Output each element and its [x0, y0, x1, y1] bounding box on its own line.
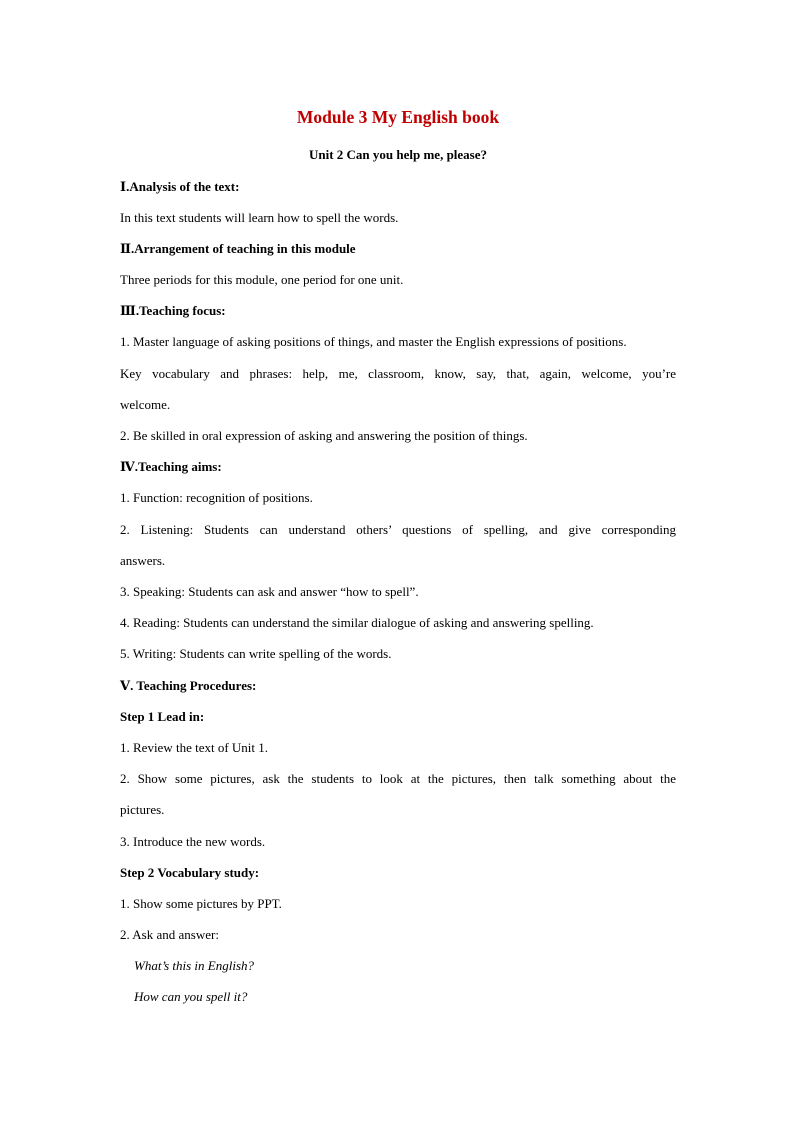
step-1-item-2-cont: pictures. [120, 802, 165, 817]
section-heading-aims: Ⅳ.Teaching aims: [120, 459, 222, 474]
aims-item-1: 1. Function: recognition of positions. [120, 490, 313, 505]
step-1-item-2: 2. Show some pictures, ask the students to look at the pictures, then talk something about the [120, 771, 676, 786]
aims-item-5: 5. Writing: Students can write spelling of the words. [120, 646, 392, 661]
section-heading-analysis: Ⅰ.Analysis of the text: [120, 179, 240, 194]
section-heading-focus: Ⅲ.Teaching focus: [120, 303, 226, 318]
paragraph-arrangement: Three periods for this module, one period for one unit. [120, 272, 404, 287]
aims-item-2: 2. Listening: Students can understand others’ questions of spelling, and give corresponding [120, 522, 676, 537]
step-2-item-2: 2. Ask and answer: [120, 927, 219, 942]
aims-item-2-cont: answers. [120, 553, 166, 568]
step-2-question-1: What’s this in English? [134, 958, 255, 973]
focus-item-1: 1. Master language of asking positions of things, and master the English expressions of positions. [120, 334, 627, 349]
paragraph-analysis: In this text students will learn how to spell the words. [120, 210, 399, 225]
document-title: Module 3 My English book [296, 107, 500, 127]
focus-key-vocabulary-cont: welcome. [120, 397, 171, 412]
step-1-heading: Step 1 Lead in: [120, 709, 205, 724]
step-1-item-3: 3. Introduce the new words. [120, 834, 266, 849]
focus-item-2: 2. Be skilled in oral expression of asking and answering the position of things. [120, 428, 528, 443]
aims-item-4: 4. Reading: Students can understand the similar dialogue of asking and answering spelling. [120, 615, 594, 630]
step-2-item-1: 1. Show some pictures by PPT. [120, 896, 282, 911]
step-2-heading: Step 2 Vocabulary study: [120, 865, 260, 880]
step-2-question-2: How can you spell it? [134, 989, 248, 1004]
aims-item-3: 3. Speaking: Students can ask and answer “how to spell”. [120, 584, 419, 599]
section-heading-arrangement: Ⅱ.Arrangement of teaching in this module [120, 241, 356, 256]
step-1-item-1: 1. Review the text of Unit 1. [120, 740, 269, 755]
focus-key-vocabulary: Key vocabulary and phrases: help, me, classroom, know, say, that, again, welcome, you’re [120, 366, 676, 381]
document-subtitle: Unit 2 Can you help me, please? [308, 147, 488, 162]
section-heading-procedures: Ⅴ. Teaching Procedures: [120, 678, 257, 693]
